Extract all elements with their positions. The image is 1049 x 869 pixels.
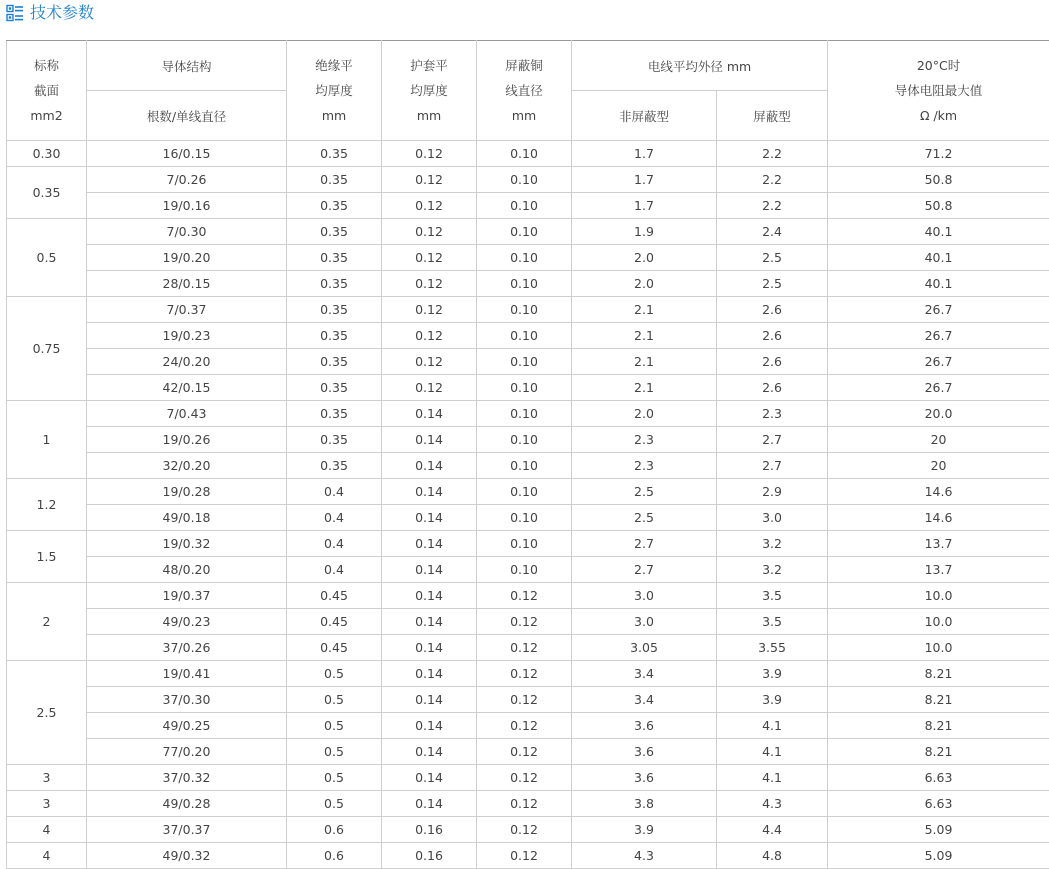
table-row xyxy=(7,297,1049,323)
strands-cell: 16/0.15 xyxy=(87,141,287,167)
shield-cell: 0.12 xyxy=(477,817,572,843)
strands-cell: 37/0.32 xyxy=(87,765,287,791)
shielded-od-cell: 3.0 xyxy=(717,505,828,531)
shielded-od-cell: 3.9 xyxy=(717,661,828,687)
shielded-od-cell: 4.1 xyxy=(717,713,828,739)
table-row xyxy=(7,271,1049,297)
sheath-cell: 0.14 xyxy=(382,739,477,765)
table-row xyxy=(7,609,1049,635)
insulation-cell: 0.45 xyxy=(287,635,382,661)
insulation-cell: 0.5 xyxy=(287,713,382,739)
shield-cell: 0.10 xyxy=(477,245,572,271)
spec-table xyxy=(6,40,1049,869)
insulation-cell: 0.5 xyxy=(287,661,382,687)
shielded-od-cell: 3.5 xyxy=(717,583,828,609)
section-cell: 3 xyxy=(7,791,87,817)
sheath-cell: 0.14 xyxy=(382,583,477,609)
insulation-cell: 0.35 xyxy=(287,141,382,167)
insulation-cell: 0.4 xyxy=(287,557,382,583)
resistance-cell: 8.21 xyxy=(828,687,1049,713)
sheath-cell: 0.14 xyxy=(382,765,477,791)
insulation-cell: 0.35 xyxy=(287,167,382,193)
shield-cell: 0.12 xyxy=(477,713,572,739)
sheath-cell: 0.14 xyxy=(382,791,477,817)
strands-cell: 48/0.20 xyxy=(87,557,287,583)
unshielded-od-cell: 3.6 xyxy=(572,765,717,791)
sheath-cell: 0.14 xyxy=(382,635,477,661)
sheath-cell: 0.14 xyxy=(382,453,477,479)
shield-cell: 0.10 xyxy=(477,557,572,583)
shielded-od-cell: 3.9 xyxy=(717,687,828,713)
shield-cell: 0.12 xyxy=(477,635,572,661)
insulation-cell: 0.35 xyxy=(287,453,382,479)
insulation-cell: 0.6 xyxy=(287,843,382,869)
table-row xyxy=(7,349,1049,375)
section-cell: 4 xyxy=(7,843,87,869)
sheath-cell: 0.12 xyxy=(382,141,477,167)
resistance-cell: 20 xyxy=(828,453,1049,479)
unshielded-od-cell: 2.5 xyxy=(572,479,717,505)
unshielded-od-cell: 2.0 xyxy=(572,271,717,297)
table-row xyxy=(7,167,1049,193)
shield-cell: 0.10 xyxy=(477,479,572,505)
shield-cell: 0.10 xyxy=(477,271,572,297)
shielded-od-cell: 2.6 xyxy=(717,323,828,349)
header-cross-section: 标称 截面 mm2 xyxy=(7,41,87,141)
sheath-cell: 0.12 xyxy=(382,193,477,219)
shield-cell: 0.12 xyxy=(477,583,572,609)
strands-cell: 28/0.15 xyxy=(87,271,287,297)
unshielded-od-cell: 3.6 xyxy=(572,739,717,765)
insulation-cell: 0.35 xyxy=(287,323,382,349)
resistance-cell: 26.7 xyxy=(828,349,1049,375)
table-row xyxy=(7,193,1049,219)
strands-cell: 49/0.25 xyxy=(87,713,287,739)
resistance-cell: 71.2 xyxy=(828,141,1049,167)
strands-cell: 7/0.26 xyxy=(87,167,287,193)
shielded-od-cell: 4.4 xyxy=(717,817,828,843)
unshielded-od-cell: 2.7 xyxy=(572,531,717,557)
table-row xyxy=(7,843,1049,869)
shield-cell: 0.10 xyxy=(477,167,572,193)
shield-cell: 0.12 xyxy=(477,739,572,765)
insulation-cell: 0.5 xyxy=(287,739,382,765)
insulation-cell: 0.35 xyxy=(287,271,382,297)
shielded-od-cell: 2.2 xyxy=(717,141,828,167)
header-outer-diameter: 电线平均外径 mm xyxy=(572,41,828,91)
sheath-cell: 0.14 xyxy=(382,609,477,635)
table-row xyxy=(7,817,1049,843)
sheath-cell: 0.14 xyxy=(382,401,477,427)
shield-cell: 0.12 xyxy=(477,609,572,635)
resistance-cell: 50.8 xyxy=(828,167,1049,193)
shielded-od-cell: 4.8 xyxy=(717,843,828,869)
shielded-od-cell: 4.3 xyxy=(717,791,828,817)
strands-cell: 42/0.15 xyxy=(87,375,287,401)
shield-cell: 0.12 xyxy=(477,661,572,687)
table-row xyxy=(7,635,1049,661)
unshielded-od-cell: 2.1 xyxy=(572,323,717,349)
shielded-od-cell: 2.7 xyxy=(717,427,828,453)
table-row xyxy=(7,219,1049,245)
shielded-od-cell: 4.1 xyxy=(717,765,828,791)
unshielded-od-cell: 1.7 xyxy=(572,141,717,167)
section-cell: 1 xyxy=(7,401,87,479)
resistance-cell: 14.6 xyxy=(828,479,1049,505)
shield-cell: 0.10 xyxy=(477,401,572,427)
section-header xyxy=(6,0,94,26)
strands-cell: 7/0.30 xyxy=(87,219,287,245)
unshielded-od-cell: 3.05 xyxy=(572,635,717,661)
unshielded-od-cell: 3.8 xyxy=(572,791,717,817)
strands-cell: 19/0.37 xyxy=(87,583,287,609)
insulation-cell: 0.35 xyxy=(287,427,382,453)
insulation-cell: 0.4 xyxy=(287,505,382,531)
insulation-cell: 0.5 xyxy=(287,765,382,791)
insulation-cell: 0.35 xyxy=(287,193,382,219)
header-unshielded: 非屏蔽型 xyxy=(572,91,717,141)
strands-cell: 37/0.37 xyxy=(87,817,287,843)
unshielded-od-cell: 2.0 xyxy=(572,401,717,427)
insulation-cell: 0.5 xyxy=(287,687,382,713)
section-cell: 0.75 xyxy=(7,297,87,401)
shielded-od-cell: 2.6 xyxy=(717,375,828,401)
table-row xyxy=(7,141,1049,167)
table-row xyxy=(7,557,1049,583)
resistance-cell: 26.7 xyxy=(828,375,1049,401)
section-cell: 0.5 xyxy=(7,219,87,297)
shielded-od-cell: 3.55 xyxy=(717,635,828,661)
unshielded-od-cell: 2.0 xyxy=(572,245,717,271)
unshielded-od-cell: 1.7 xyxy=(572,167,717,193)
header-resistance: 20°C时 导体电阻最大值 Ω /km xyxy=(828,41,1049,141)
strands-cell: 77/0.20 xyxy=(87,739,287,765)
insulation-cell: 0.4 xyxy=(287,479,382,505)
sheath-cell: 0.14 xyxy=(382,427,477,453)
strands-cell: 19/0.26 xyxy=(87,427,287,453)
table-row xyxy=(7,505,1049,531)
resistance-cell: 6.63 xyxy=(828,765,1049,791)
unshielded-od-cell: 1.7 xyxy=(572,193,717,219)
header-insulation-thickness: 绝缘平 均厚度 mm xyxy=(287,41,382,141)
unshielded-od-cell: 3.9 xyxy=(572,817,717,843)
strands-cell: 19/0.32 xyxy=(87,531,287,557)
shielded-od-cell: 4.1 xyxy=(717,739,828,765)
resistance-cell: 20.0 xyxy=(828,401,1049,427)
resistance-cell: 8.21 xyxy=(828,739,1049,765)
shielded-od-cell: 3.5 xyxy=(717,609,828,635)
strands-cell: 49/0.32 xyxy=(87,843,287,869)
sheath-cell: 0.14 xyxy=(382,505,477,531)
insulation-cell: 0.6 xyxy=(287,817,382,843)
shielded-od-cell: 2.7 xyxy=(717,453,828,479)
strands-cell: 32/0.20 xyxy=(87,453,287,479)
table-row xyxy=(7,531,1049,557)
table-row xyxy=(7,661,1049,687)
unshielded-od-cell: 2.3 xyxy=(572,427,717,453)
unshielded-od-cell: 2.1 xyxy=(572,297,717,323)
strands-cell: 49/0.23 xyxy=(87,609,287,635)
shield-cell: 0.10 xyxy=(477,193,572,219)
strands-cell: 24/0.20 xyxy=(87,349,287,375)
section-cell: 1.2 xyxy=(7,479,87,531)
sheath-cell: 0.12 xyxy=(382,245,477,271)
resistance-cell: 8.21 xyxy=(828,661,1049,687)
section-cell: 1.5 xyxy=(7,531,87,583)
sheath-cell: 0.12 xyxy=(382,271,477,297)
shielded-od-cell: 2.5 xyxy=(717,245,828,271)
shield-cell: 0.10 xyxy=(477,219,572,245)
header-strands-diameter: 根数/单线直径 xyxy=(87,91,287,141)
section-cell: 0.35 xyxy=(7,167,87,219)
resistance-cell: 14.6 xyxy=(828,505,1049,531)
resistance-cell: 5.09 xyxy=(828,843,1049,869)
header-shielded: 屏蔽型 xyxy=(717,91,828,141)
section-cell: 2 xyxy=(7,583,87,661)
unshielded-od-cell: 3.4 xyxy=(572,687,717,713)
unshielded-od-cell: 1.9 xyxy=(572,219,717,245)
strands-cell: 7/0.43 xyxy=(87,401,287,427)
section-cell: 0.30 xyxy=(7,141,87,167)
sheath-cell: 0.16 xyxy=(382,817,477,843)
page-title: 技术参数 xyxy=(30,2,94,24)
insulation-cell: 0.45 xyxy=(287,609,382,635)
sheath-cell: 0.12 xyxy=(382,349,477,375)
unshielded-od-cell: 3.4 xyxy=(572,661,717,687)
table-row xyxy=(7,323,1049,349)
header-sheath-thickness: 护套平 均厚度 mm xyxy=(382,41,477,141)
unshielded-od-cell: 4.3 xyxy=(572,843,717,869)
shielded-od-cell: 2.4 xyxy=(717,219,828,245)
unshielded-od-cell: 2.1 xyxy=(572,349,717,375)
resistance-cell: 50.8 xyxy=(828,193,1049,219)
shield-cell: 0.12 xyxy=(477,791,572,817)
sheath-cell: 0.14 xyxy=(382,687,477,713)
insulation-cell: 0.35 xyxy=(287,297,382,323)
shield-cell: 0.10 xyxy=(477,297,572,323)
resistance-cell: 40.1 xyxy=(828,245,1049,271)
shield-cell: 0.10 xyxy=(477,427,572,453)
table-row xyxy=(7,479,1049,505)
table-row xyxy=(7,687,1049,713)
sheath-cell: 0.12 xyxy=(382,323,477,349)
resistance-cell: 6.63 xyxy=(828,791,1049,817)
strands-cell: 19/0.20 xyxy=(87,245,287,271)
shielded-od-cell: 2.6 xyxy=(717,349,828,375)
shield-cell: 0.10 xyxy=(477,349,572,375)
shielded-od-cell: 2.5 xyxy=(717,271,828,297)
shielded-od-cell: 2.6 xyxy=(717,297,828,323)
resistance-cell: 10.0 xyxy=(828,635,1049,661)
insulation-cell: 0.35 xyxy=(287,245,382,271)
insulation-cell: 0.35 xyxy=(287,219,382,245)
sheath-cell: 0.12 xyxy=(382,219,477,245)
insulation-cell: 0.45 xyxy=(287,583,382,609)
section-cell: 4 xyxy=(7,817,87,843)
sheath-cell: 0.12 xyxy=(382,297,477,323)
list-icon xyxy=(6,4,24,22)
header-conductor-structure: 导体结构 xyxy=(87,41,287,91)
insulation-cell: 0.35 xyxy=(287,349,382,375)
shield-cell: 0.12 xyxy=(477,843,572,869)
table-row xyxy=(7,245,1049,271)
table-row xyxy=(7,739,1049,765)
sheath-cell: 0.14 xyxy=(382,661,477,687)
resistance-cell: 5.09 xyxy=(828,817,1049,843)
shield-cell: 0.10 xyxy=(477,505,572,531)
shielded-od-cell: 2.2 xyxy=(717,167,828,193)
sheath-cell: 0.14 xyxy=(382,479,477,505)
table-row xyxy=(7,713,1049,739)
sheath-cell: 0.14 xyxy=(382,531,477,557)
unshielded-od-cell: 2.3 xyxy=(572,453,717,479)
table-row xyxy=(7,375,1049,401)
resistance-cell: 20 xyxy=(828,427,1049,453)
section-cell: 2.5 xyxy=(7,661,87,765)
unshielded-od-cell: 3.0 xyxy=(572,583,717,609)
table-row xyxy=(7,453,1049,479)
shield-cell: 0.12 xyxy=(477,687,572,713)
shielded-od-cell: 2.9 xyxy=(717,479,828,505)
resistance-cell: 13.7 xyxy=(828,557,1049,583)
strands-cell: 19/0.28 xyxy=(87,479,287,505)
shielded-od-cell: 2.3 xyxy=(717,401,828,427)
table-row xyxy=(7,583,1049,609)
sheath-cell: 0.14 xyxy=(382,713,477,739)
sheath-cell: 0.12 xyxy=(382,167,477,193)
shielded-od-cell: 3.2 xyxy=(717,557,828,583)
table-row xyxy=(7,791,1049,817)
section-cell: 3 xyxy=(7,765,87,791)
resistance-cell: 26.7 xyxy=(828,297,1049,323)
shield-cell: 0.12 xyxy=(477,765,572,791)
strands-cell: 49/0.18 xyxy=(87,505,287,531)
strands-cell: 19/0.16 xyxy=(87,193,287,219)
sheath-cell: 0.16 xyxy=(382,843,477,869)
resistance-cell: 26.7 xyxy=(828,323,1049,349)
unshielded-od-cell: 2.1 xyxy=(572,375,717,401)
shield-cell: 0.10 xyxy=(477,141,572,167)
shield-cell: 0.10 xyxy=(477,375,572,401)
resistance-cell: 10.0 xyxy=(828,609,1049,635)
insulation-cell: 0.5 xyxy=(287,791,382,817)
shielded-od-cell: 2.2 xyxy=(717,193,828,219)
insulation-cell: 0.35 xyxy=(287,401,382,427)
resistance-cell: 13.7 xyxy=(828,531,1049,557)
sheath-cell: 0.12 xyxy=(382,375,477,401)
strands-cell: 19/0.23 xyxy=(87,323,287,349)
insulation-cell: 0.4 xyxy=(287,531,382,557)
table-row xyxy=(7,427,1049,453)
strands-cell: 49/0.28 xyxy=(87,791,287,817)
header-shield-copper-diameter: 屏蔽铜 线直径 mm xyxy=(477,41,572,141)
shield-cell: 0.10 xyxy=(477,531,572,557)
strands-cell: 7/0.37 xyxy=(87,297,287,323)
strands-cell: 19/0.41 xyxy=(87,661,287,687)
unshielded-od-cell: 2.5 xyxy=(572,505,717,531)
table-body xyxy=(7,141,1049,869)
unshielded-od-cell: 2.7 xyxy=(572,557,717,583)
unshielded-od-cell: 3.6 xyxy=(572,713,717,739)
strands-cell: 37/0.30 xyxy=(87,687,287,713)
resistance-cell: 10.0 xyxy=(828,583,1049,609)
shield-cell: 0.10 xyxy=(477,453,572,479)
strands-cell: 37/0.26 xyxy=(87,635,287,661)
unshielded-od-cell: 3.0 xyxy=(572,609,717,635)
table-row xyxy=(7,401,1049,427)
resistance-cell: 40.1 xyxy=(828,271,1049,297)
shielded-od-cell: 3.2 xyxy=(717,531,828,557)
insulation-cell: 0.35 xyxy=(287,375,382,401)
resistance-cell: 40.1 xyxy=(828,219,1049,245)
table-row xyxy=(7,765,1049,791)
sheath-cell: 0.14 xyxy=(382,557,477,583)
shield-cell: 0.10 xyxy=(477,323,572,349)
resistance-cell: 8.21 xyxy=(828,713,1049,739)
